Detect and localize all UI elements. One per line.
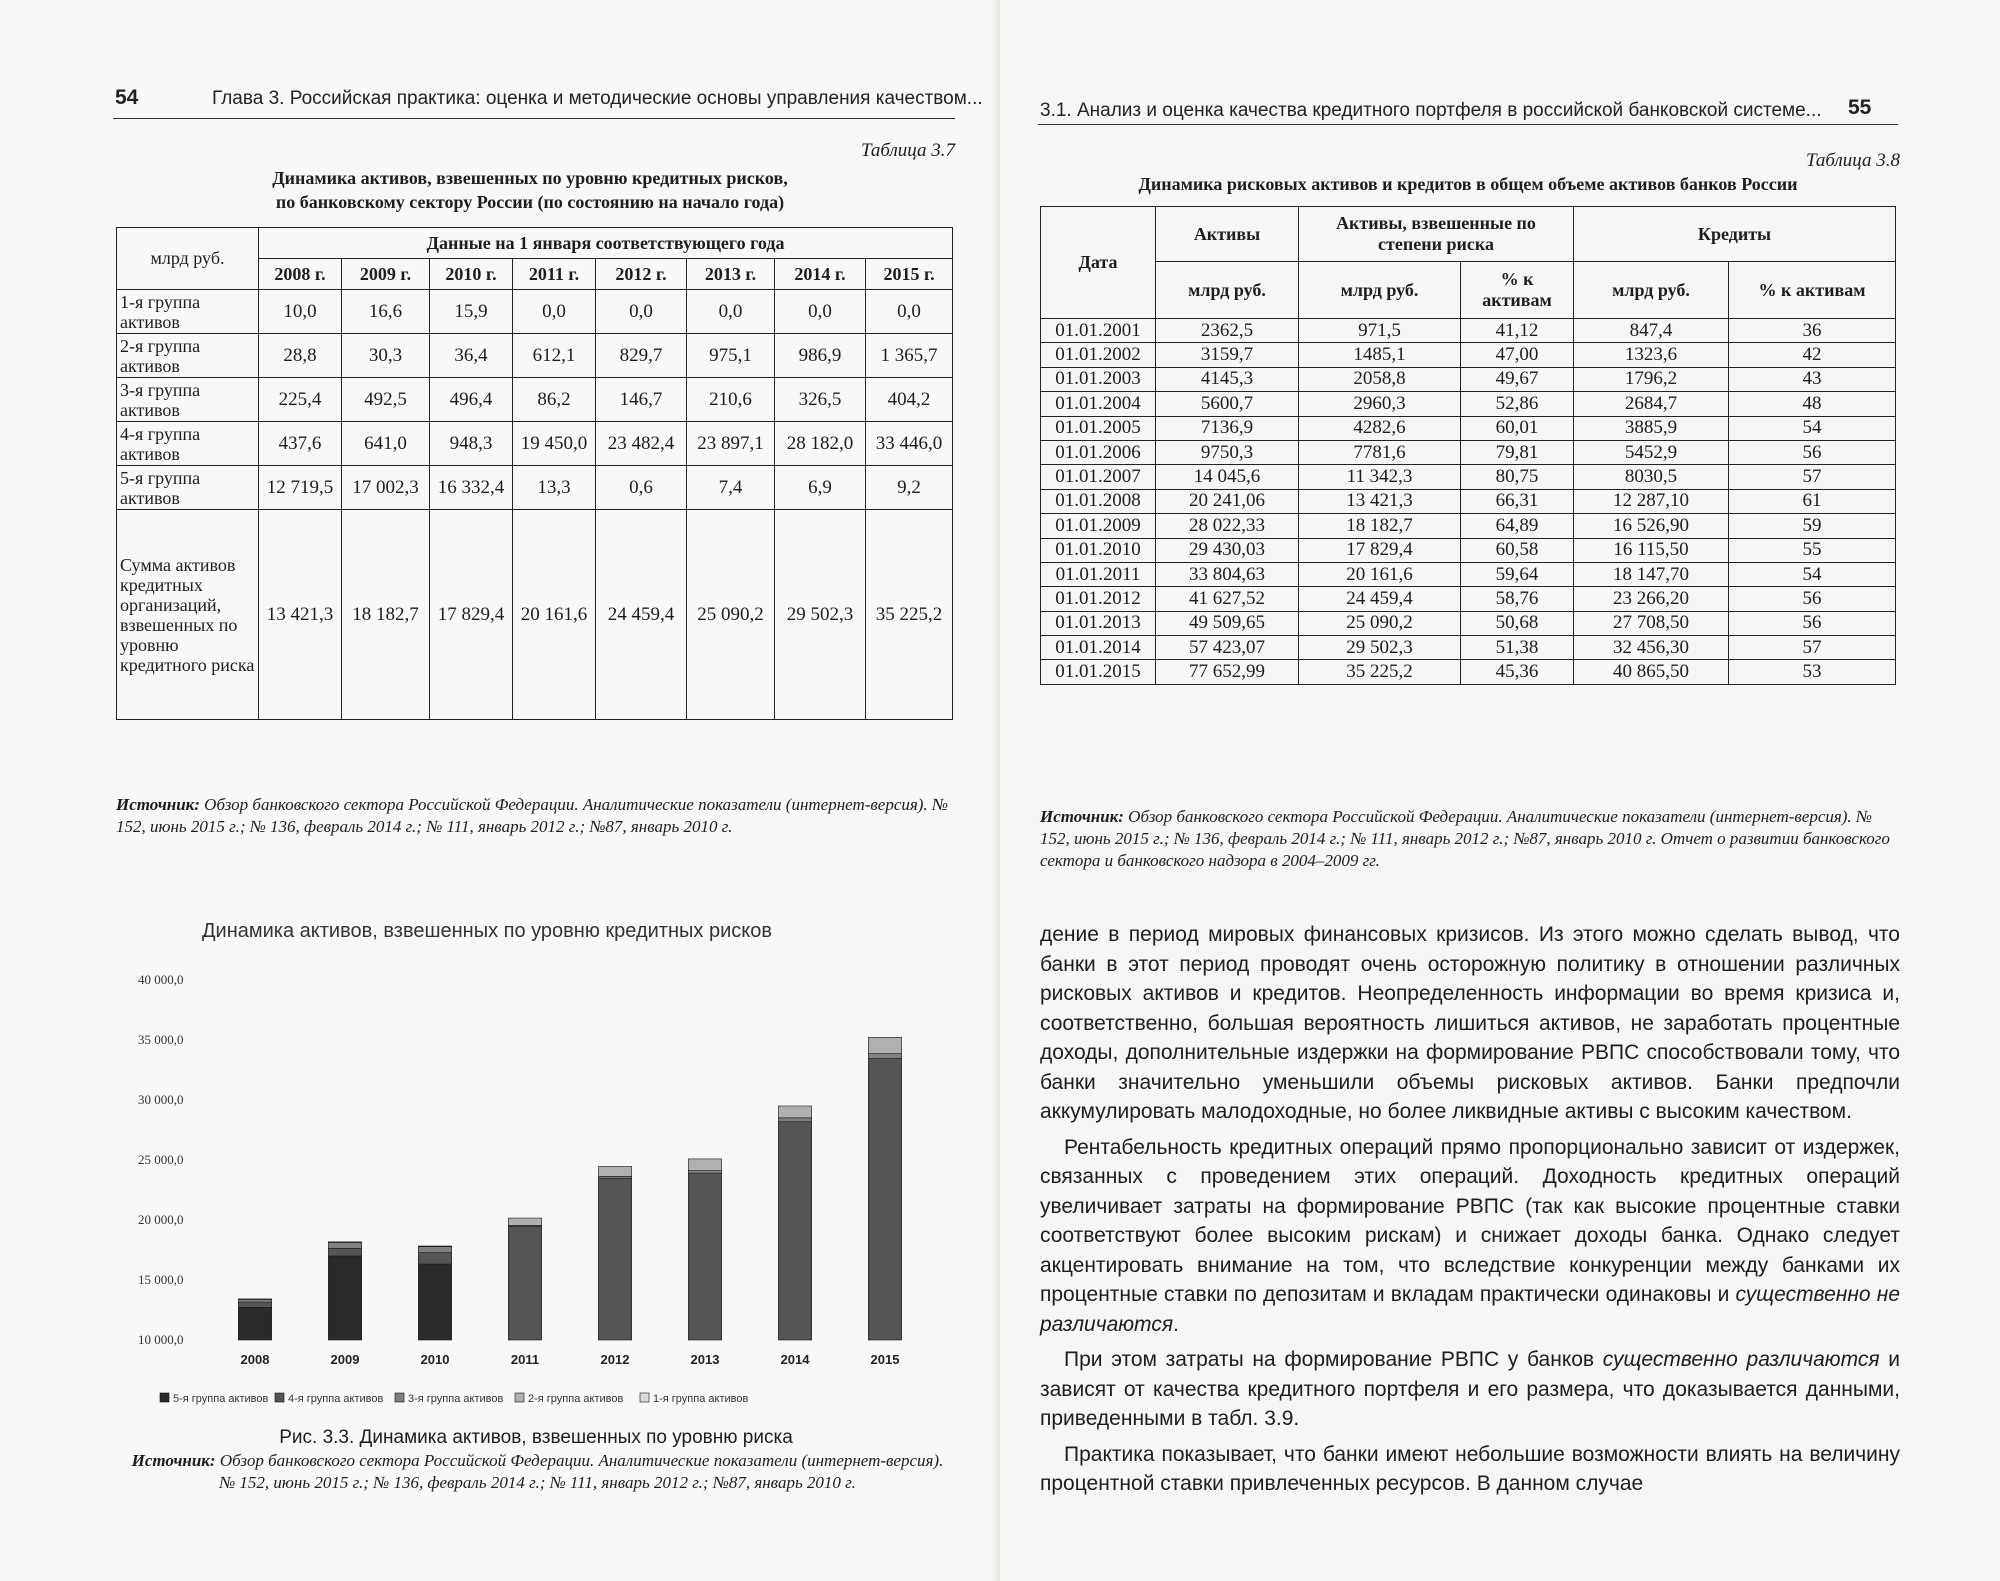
source-text: Обзор банковского сектора Российской Федерации. Аналитические показатели (интернет-версия). № 152, июнь 2015 г.; № 136, февраль 2014 г.; № 111, январь 2012 г.; №87, январь 2010 г. bbox=[219, 1451, 944, 1492]
table-cell: 0,0 bbox=[866, 290, 953, 334]
year-header: 2011 г. bbox=[513, 259, 596, 290]
table-row bbox=[117, 334, 953, 378]
table-cell: 11 342,3 bbox=[1299, 465, 1461, 489]
table-cell: 20 241,06 bbox=[1156, 489, 1299, 513]
table-cell: 0,0 bbox=[687, 290, 775, 334]
table-cell: 404,2 bbox=[866, 378, 953, 422]
table-cell: 2058,8 bbox=[1299, 367, 1461, 391]
table-cell: 9750,3 bbox=[1156, 440, 1299, 464]
y-tick-label: 25 000,0 bbox=[138, 1152, 184, 1167]
table-cell: 20 161,6 bbox=[513, 510, 596, 720]
bar-segment bbox=[418, 1247, 451, 1253]
table-cell: 29 502,3 bbox=[775, 510, 866, 720]
table-cell: 59 bbox=[1729, 514, 1896, 538]
date-cell: 01.01.2011 bbox=[1041, 562, 1156, 586]
table-cell: 210,6 bbox=[687, 378, 775, 422]
bar-segment bbox=[418, 1253, 451, 1264]
table-row bbox=[1041, 319, 1896, 343]
bar-segment bbox=[688, 1171, 721, 1174]
table-cell: 9,2 bbox=[866, 466, 953, 510]
table-cell: 56 bbox=[1729, 611, 1896, 635]
legend-swatch bbox=[275, 1393, 284, 1402]
table-source bbox=[1040, 806, 1900, 872]
x-tick-label: 2009 bbox=[330, 1352, 360, 1367]
pct-header: % к активам bbox=[1461, 262, 1574, 319]
table-cell: 32 456,30 bbox=[1574, 636, 1729, 660]
table-cell: 18 182,7 bbox=[1299, 514, 1461, 538]
table-cell: 4145,3 bbox=[1156, 367, 1299, 391]
legend-swatch bbox=[160, 1393, 169, 1402]
table-cell: 1796,2 bbox=[1574, 367, 1729, 391]
legend-label: 2-я группа активов bbox=[528, 1393, 624, 1405]
table-title-line: по банковскому сектору России (по состоянию на начало года) bbox=[275, 192, 785, 212]
table-cell: 437,6 bbox=[259, 422, 342, 466]
table-cell: 43 bbox=[1729, 367, 1896, 391]
table-cell: 48 bbox=[1729, 392, 1896, 416]
table-cell: 975,1 bbox=[687, 334, 775, 378]
table-cell: 50,68 bbox=[1461, 611, 1574, 635]
table-cell: 33 446,0 bbox=[866, 422, 953, 466]
unit-header: млрд руб. bbox=[1574, 262, 1729, 319]
date-cell: 01.01.2005 bbox=[1041, 416, 1156, 440]
paragraph-text: и зависят от качества кредитного портфеля и его размера, что доказывается данными, приведенными в табл. 3.9. bbox=[1040, 1348, 1900, 1430]
table-cell: 8030,5 bbox=[1574, 465, 1729, 489]
table-cell: 60,01 bbox=[1461, 416, 1574, 440]
x-tick-label: 2010 bbox=[420, 1352, 450, 1367]
table-cell: 35 225,2 bbox=[866, 510, 953, 720]
table-cell: 36 bbox=[1729, 319, 1896, 343]
date-cell: 01.01.2001 bbox=[1041, 319, 1156, 343]
bar-segment bbox=[778, 1122, 811, 1340]
table-cell: 80,75 bbox=[1461, 465, 1574, 489]
table-cell: 225,4 bbox=[259, 378, 342, 422]
table-row bbox=[1041, 392, 1896, 416]
table-cell: 51,38 bbox=[1461, 636, 1574, 660]
table-row bbox=[1041, 562, 1896, 586]
table-label: Таблица 3.7 bbox=[861, 140, 955, 161]
table-cell: 66,31 bbox=[1461, 489, 1574, 513]
table-row bbox=[117, 466, 953, 510]
paragraph bbox=[1040, 1345, 1900, 1434]
body-text bbox=[1040, 920, 1900, 1499]
table-cell: 15,9 bbox=[430, 290, 513, 334]
table-cell: 59,64 bbox=[1461, 562, 1574, 586]
table-row bbox=[1041, 611, 1896, 635]
table-cell: 57 423,07 bbox=[1156, 636, 1299, 660]
legend-label: 1-я группа активов bbox=[653, 1393, 749, 1405]
table-cell: 16 526,90 bbox=[1574, 514, 1729, 538]
page-number: 54 bbox=[115, 86, 139, 109]
table-cell: 3159,7 bbox=[1156, 343, 1299, 367]
table-cell: 28 182,0 bbox=[775, 422, 866, 466]
table-cell: 1 365,7 bbox=[866, 334, 953, 378]
table-cell: 61 bbox=[1729, 489, 1896, 513]
bar-segment bbox=[508, 1218, 541, 1225]
x-tick-label: 2014 bbox=[780, 1352, 810, 1367]
date-cell: 01.01.2004 bbox=[1041, 392, 1156, 416]
page-number: 55 bbox=[1848, 96, 1872, 119]
table-cell: 27 708,50 bbox=[1574, 611, 1729, 635]
table-cell: 45,36 bbox=[1461, 660, 1574, 684]
unit-header: млрд руб. bbox=[117, 228, 259, 290]
table-cell: 12 719,5 bbox=[259, 466, 342, 510]
stacked-bar-chart bbox=[110, 955, 960, 1415]
y-tick-label: 15 000,0 bbox=[138, 1272, 184, 1287]
table-cell: 54 bbox=[1729, 562, 1896, 586]
table-cell: 56 bbox=[1729, 440, 1896, 464]
y-tick-label: 35 000,0 bbox=[138, 1032, 184, 1047]
date-cell: 01.01.2015 bbox=[1041, 660, 1156, 684]
header-rule bbox=[1038, 124, 1898, 125]
table-cell: 25 090,2 bbox=[1299, 611, 1461, 635]
date-cell: 01.01.2013 bbox=[1041, 611, 1156, 635]
chart-title: Динамика активов, взвешенных по уровню кредитных рисков bbox=[202, 920, 772, 942]
table-cell: 36,4 bbox=[430, 334, 513, 378]
unit-header: млрд руб. bbox=[1299, 262, 1461, 319]
table-cell: 829,7 bbox=[596, 334, 687, 378]
date-cell: 01.01.2008 bbox=[1041, 489, 1156, 513]
table-cell: 64,89 bbox=[1461, 514, 1574, 538]
table-title: Динамика рисковых активов и кредитов в общем объеме активов банков России bbox=[1138, 174, 1798, 194]
credits-header: Кредиты bbox=[1574, 207, 1896, 262]
legend-swatch bbox=[640, 1393, 649, 1402]
source-label: Источник: bbox=[116, 795, 200, 814]
table-cell: 28 022,33 bbox=[1156, 514, 1299, 538]
table-cell: 79,81 bbox=[1461, 440, 1574, 464]
assets-table bbox=[116, 227, 953, 720]
table-cell: 641,0 bbox=[342, 422, 430, 466]
table-row bbox=[1041, 489, 1896, 513]
risk-assets-table bbox=[1040, 206, 1896, 685]
year-header: 2014 г. bbox=[775, 259, 866, 290]
bar-segment bbox=[328, 1256, 361, 1340]
bar-segment bbox=[778, 1106, 811, 1118]
table-row bbox=[1041, 587, 1896, 611]
table-cell: 29 430,03 bbox=[1156, 538, 1299, 562]
table-cell: 16,6 bbox=[342, 290, 430, 334]
pct-header: % к активам bbox=[1729, 262, 1896, 319]
table-cell: 16 332,4 bbox=[430, 466, 513, 510]
table-cell: 19 450,0 bbox=[513, 422, 596, 466]
table-row bbox=[1041, 343, 1896, 367]
table-row bbox=[117, 290, 953, 334]
table-cell: 25 090,2 bbox=[687, 510, 775, 720]
source-label: Источник: bbox=[131, 1451, 216, 1470]
legend-swatch bbox=[515, 1393, 524, 1402]
bar-segment bbox=[688, 1173, 721, 1340]
table-cell: 948,3 bbox=[430, 422, 513, 466]
date-cell: 01.01.2009 bbox=[1041, 514, 1156, 538]
row-label: Сумма активов кредитных организаций, взвешенных по уровню кредитного риска bbox=[117, 510, 259, 720]
table-cell: 12 287,10 bbox=[1574, 489, 1729, 513]
table-cell: 40 865,50 bbox=[1574, 660, 1729, 684]
x-tick-label: 2012 bbox=[600, 1352, 630, 1367]
table-cell: 47,00 bbox=[1461, 343, 1574, 367]
table-cell: 49 509,65 bbox=[1156, 611, 1299, 635]
table-cell: 5452,9 bbox=[1574, 440, 1729, 464]
date-header: Дата bbox=[1041, 207, 1156, 319]
table-cell: 1485,1 bbox=[1299, 343, 1461, 367]
x-tick-label: 2015 bbox=[870, 1352, 900, 1367]
table-cell: 847,4 bbox=[1574, 319, 1729, 343]
table-cell: 35 225,2 bbox=[1299, 660, 1461, 684]
bar-segment bbox=[508, 1226, 541, 1340]
legend-label: 4-я группа активов bbox=[288, 1393, 384, 1405]
table-cell: 10,0 bbox=[259, 290, 342, 334]
bar-segment bbox=[238, 1299, 271, 1302]
year-header: 2010 г. bbox=[430, 259, 513, 290]
table-cell: 7781,6 bbox=[1299, 440, 1461, 464]
y-tick-label: 40 000,0 bbox=[138, 972, 184, 987]
bar-segment bbox=[598, 1166, 631, 1176]
date-cell: 01.01.2012 bbox=[1041, 587, 1156, 611]
table-cell: 496,4 bbox=[430, 378, 513, 422]
bar-segment bbox=[868, 1059, 901, 1340]
x-tick-label: 2013 bbox=[690, 1352, 720, 1367]
table-cell: 971,5 bbox=[1299, 319, 1461, 343]
running-head: 3.1. Анализ и оценка качества кредитного портфеля в российской банковской системе... bbox=[1040, 100, 1822, 121]
date-cell: 01.01.2007 bbox=[1041, 465, 1156, 489]
table-cell: 2362,5 bbox=[1156, 319, 1299, 343]
year-header: 2012 г. bbox=[596, 259, 687, 290]
table-row bbox=[1041, 440, 1896, 464]
y-tick-label: 30 000,0 bbox=[138, 1092, 184, 1107]
table-cell: 77 652,99 bbox=[1156, 660, 1299, 684]
table-cell: 41,12 bbox=[1461, 319, 1574, 343]
table-cell: 2960,3 bbox=[1299, 392, 1461, 416]
source-text: Обзор банковского сектора Российской Федерации. Аналитические показатели (интернет-версия). № 152, июнь 2015 г.; № 136, февраль 2014 г.; № 111, январь 2012 г.; №87, январь 2010 г. bbox=[116, 795, 948, 836]
table-cell: 18 182,7 bbox=[342, 510, 430, 720]
table-cell: 0,0 bbox=[596, 290, 687, 334]
header-rule bbox=[113, 118, 955, 119]
table-cell: 612,1 bbox=[513, 334, 596, 378]
table-cell: 23 482,4 bbox=[596, 422, 687, 466]
paragraph-text: . bbox=[1173, 1312, 1179, 1336]
table-cell: 2684,7 bbox=[1574, 392, 1729, 416]
weighted-header: Активы, взвешенные по степени риска bbox=[1299, 207, 1574, 262]
x-tick-label: 2011 bbox=[510, 1352, 540, 1367]
table-cell: 54 bbox=[1729, 416, 1896, 440]
table-row bbox=[1041, 416, 1896, 440]
legend-label: 3-я группа активов bbox=[408, 1393, 504, 1405]
table-cell: 58,76 bbox=[1461, 587, 1574, 611]
source-text: Обзор банковского сектора Российской Федерации. Аналитические показатели (интернет-версия). № 152, июнь 2015 г.; № 136, февраль 2014 г.; № 111, январь 2012 г.; №87, январь 2010 г. Отчет о развитии банковского сектора и банковского надзора в 2004–2009 гг. bbox=[1040, 807, 1890, 870]
table-cell: 4282,6 bbox=[1299, 416, 1461, 440]
table-cell: 17 829,4 bbox=[1299, 538, 1461, 562]
table-title bbox=[200, 166, 860, 214]
table-cell: 49,67 bbox=[1461, 367, 1574, 391]
paragraph bbox=[1040, 1133, 1900, 1340]
date-cell: 01.01.2002 bbox=[1041, 343, 1156, 367]
unit-header: млрд руб. bbox=[1156, 262, 1299, 319]
right-page bbox=[1000, 0, 2000, 1581]
y-tick-label: 10 000,0 bbox=[138, 1332, 184, 1347]
figure-caption: Рис. 3.3. Динамика активов, взвешенных по уровню риска bbox=[279, 1427, 793, 1448]
table-cell: 0,6 bbox=[596, 466, 687, 510]
table-cell: 1323,6 bbox=[1574, 343, 1729, 367]
emphasis: существенно различаются bbox=[1602, 1348, 1880, 1371]
table-cell: 24 459,4 bbox=[1299, 587, 1461, 611]
table-row bbox=[1041, 465, 1896, 489]
table-cell: 17 002,3 bbox=[342, 466, 430, 510]
row-label: 3-я группа активов bbox=[117, 378, 259, 422]
running-head: Глава 3. Российская практика: оценка и методические основы управления качеством... bbox=[212, 88, 983, 109]
table-cell: 60,58 bbox=[1461, 538, 1574, 562]
group-header: Данные на 1 января соответствующего года bbox=[259, 228, 953, 259]
table-cell: 33 804,63 bbox=[1156, 562, 1299, 586]
table-row bbox=[1041, 660, 1896, 684]
table-cell: 326,5 bbox=[775, 378, 866, 422]
table-cell: 17 829,4 bbox=[430, 510, 513, 720]
bar-segment bbox=[688, 1159, 721, 1171]
table-cell: 0,0 bbox=[775, 290, 866, 334]
table-cell: 7,4 bbox=[687, 466, 775, 510]
table-cell: 56 bbox=[1729, 587, 1896, 611]
table-cell: 23 897,1 bbox=[687, 422, 775, 466]
year-header: 2013 г. bbox=[687, 259, 775, 290]
table-cell: 13 421,3 bbox=[1299, 489, 1461, 513]
table-cell: 29 502,3 bbox=[1299, 636, 1461, 660]
table-row bbox=[1041, 636, 1896, 660]
bar-segment bbox=[328, 1248, 361, 1256]
table-cell: 492,5 bbox=[342, 378, 430, 422]
table-cell: 20 161,6 bbox=[1299, 562, 1461, 586]
table-cell: 53 bbox=[1729, 660, 1896, 684]
date-cell: 01.01.2003 bbox=[1041, 367, 1156, 391]
emphasis: существенно не различаются bbox=[1040, 1283, 1901, 1336]
table-cell: 57 bbox=[1729, 465, 1896, 489]
table-cell: 5600,7 bbox=[1156, 392, 1299, 416]
table-source bbox=[116, 794, 956, 838]
paragraph: Практика показывает, что банки имеют небольшие возможности влиять на величину процентной ставки привлеченных ресурсов. В данном случае bbox=[1040, 1442, 1900, 1495]
assets-header: Активы bbox=[1156, 207, 1299, 262]
row-label: 1-я группа активов bbox=[117, 290, 259, 334]
paragraph-text: При этом затраты на формирование РВПС у банков bbox=[1064, 1348, 1595, 1371]
table-row bbox=[117, 378, 953, 422]
table-title-line: Динамика активов, взвешенных по уровню кредитных рисков, bbox=[272, 168, 788, 188]
table-cell: 52,86 bbox=[1461, 392, 1574, 416]
table-cell: 7136,9 bbox=[1156, 416, 1299, 440]
table-cell: 24 459,4 bbox=[596, 510, 687, 720]
table-cell: 146,7 bbox=[596, 378, 687, 422]
y-tick-label: 20 000,0 bbox=[138, 1212, 184, 1227]
table-label: Таблица 3.8 bbox=[1806, 150, 1900, 171]
row-label: 5-я группа активов bbox=[117, 466, 259, 510]
bar-segment bbox=[598, 1178, 631, 1340]
bar-segment bbox=[778, 1118, 811, 1122]
paragraph-text: Рентабельность кредитных операций прямо пропорционально зависит от издержек, связанных с проведением этих операций. Доходность кредитных операций увеличивает затраты на формирование РВПС (так как высокие процентные ставки соответствуют более высоким рискам) и снижает доходы банка. Однако следует акцентировать внимание на том, что вследствие конкуренции между банками их процентные ставки по депозитам и вкладам практически одинаковы и bbox=[1040, 1135, 1900, 1306]
table-row bbox=[117, 510, 953, 720]
table-cell: 13 421,3 bbox=[259, 510, 342, 720]
paragraph: дение в период мировых финансовых кризисов. Из этого можно сделать вывод, что банки в этот период проводят очень осторожную политику в отношении различных рисковых активов и кредитов. Неопределенность информации во время кризиса и, соответственно, большая вероятность лишиться активов, не заработать процентные доходы, дополнительные издержки на формирование РВПС способствовали тому, что банки значительно уменьшили объемы рисковых активов. Банки предпочли аккумулировать малодоходные, но более ликвидные активы с высоким качеством. bbox=[1040, 923, 1900, 1123]
bar-segment bbox=[238, 1307, 271, 1340]
legend-swatch bbox=[395, 1393, 404, 1402]
table-cell: 42 bbox=[1729, 343, 1896, 367]
table-row bbox=[117, 422, 953, 466]
table-cell: 18 147,70 bbox=[1574, 562, 1729, 586]
bar-segment bbox=[238, 1302, 271, 1307]
date-cell: 01.01.2010 bbox=[1041, 538, 1156, 562]
table-cell: 41 627,52 bbox=[1156, 587, 1299, 611]
year-header: 2015 г. bbox=[866, 259, 953, 290]
table-cell: 28,8 bbox=[259, 334, 342, 378]
row-label: 2-я группа активов bbox=[117, 334, 259, 378]
table-row bbox=[1041, 514, 1896, 538]
x-tick-label: 2008 bbox=[240, 1352, 270, 1367]
bar-segment bbox=[868, 1037, 901, 1053]
table-cell: 14 045,6 bbox=[1156, 465, 1299, 489]
figure-source bbox=[130, 1450, 945, 1494]
table-cell: 23 266,20 bbox=[1574, 587, 1729, 611]
date-cell: 01.01.2014 bbox=[1041, 636, 1156, 660]
bar-segment bbox=[418, 1264, 451, 1340]
date-cell: 01.01.2006 bbox=[1041, 440, 1156, 464]
table-cell: 6,9 bbox=[775, 466, 866, 510]
table-row bbox=[1041, 367, 1896, 391]
bar-segment bbox=[328, 1242, 361, 1248]
row-label: 4-я группа активов bbox=[117, 422, 259, 466]
table-cell: 13,3 bbox=[513, 466, 596, 510]
year-header: 2008 г. bbox=[259, 259, 342, 290]
table-cell: 3885,9 bbox=[1574, 416, 1729, 440]
table-cell: 57 bbox=[1729, 636, 1896, 660]
table-row bbox=[1041, 538, 1896, 562]
table-cell: 30,3 bbox=[342, 334, 430, 378]
legend-label: 5-я группа активов bbox=[173, 1393, 269, 1405]
table-cell: 0,0 bbox=[513, 290, 596, 334]
table-cell: 86,2 bbox=[513, 378, 596, 422]
table-cell: 55 bbox=[1729, 538, 1896, 562]
source-label: Источник: bbox=[1040, 807, 1124, 826]
table-cell: 16 115,50 bbox=[1574, 538, 1729, 562]
bar-segment bbox=[868, 1054, 901, 1059]
year-header: 2009 г. bbox=[342, 259, 430, 290]
table-cell: 986,9 bbox=[775, 334, 866, 378]
